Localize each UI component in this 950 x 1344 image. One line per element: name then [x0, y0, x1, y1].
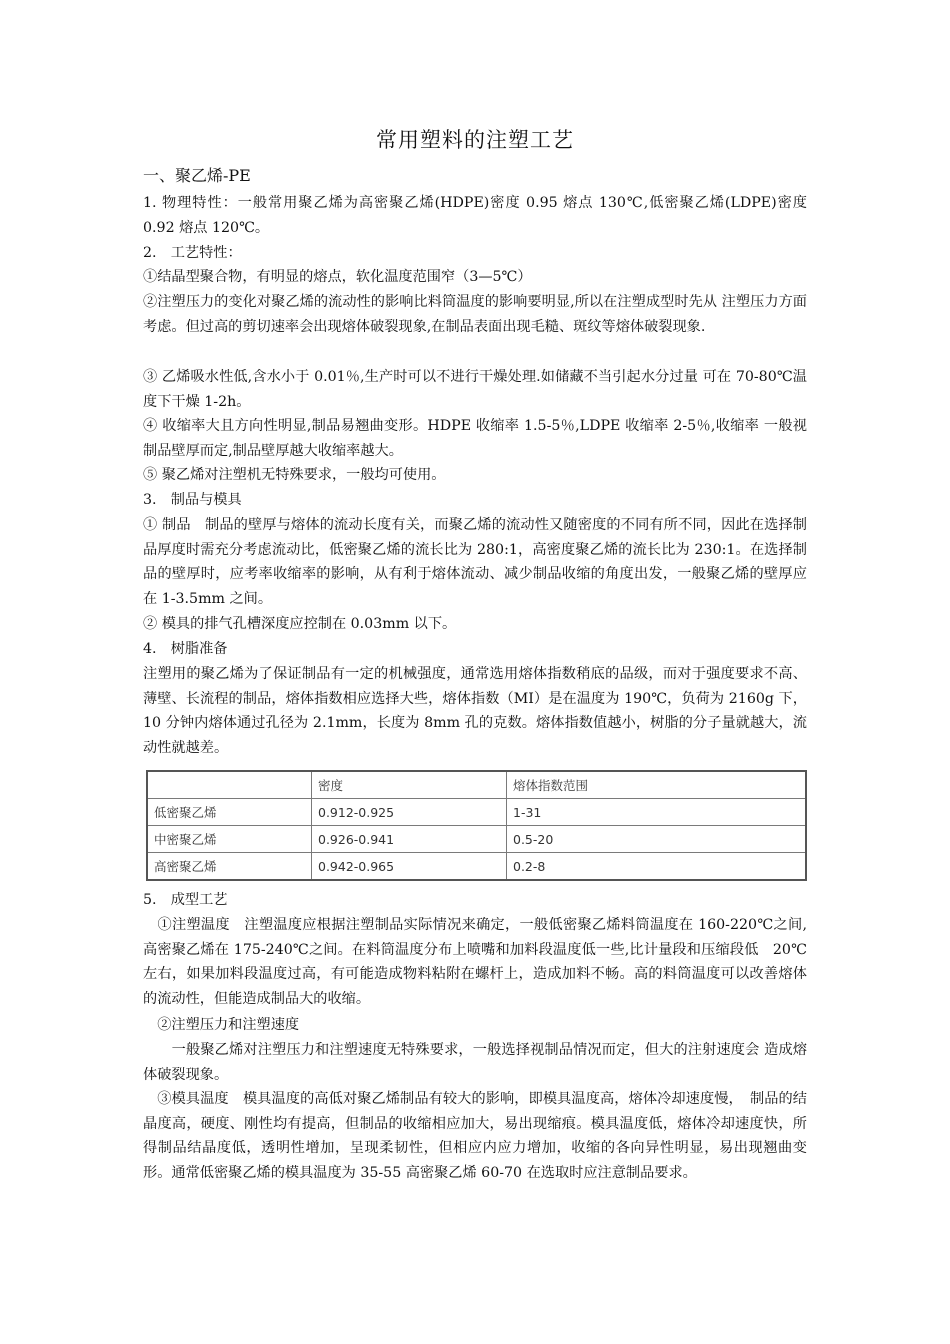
- heading-resin-preparation: 4. 树脂准备: [143, 641, 228, 657]
- paragraph-item-3: ③ 乙烯吸水性低,含水小于 0.01％,生产时可以不进行干燥处理.如储藏不当引起水分过量 可在 70-80℃温度下干燥 1-2h。: [143, 369, 807, 410]
- table-cell: 0.5-20: [507, 826, 807, 853]
- paragraph-item-2: ②注塑压力的变化对聚乙烯的流动性的影响比料筒温度的影响要明显,所以在注塑成型时先从 注塑压力方面考虑。但过高的剪切速率会出现熔体破裂现象,在制品表面出现毛糙、斑纹等熔体破裂现象.: [143, 294, 807, 335]
- paragraph-item-1: ①结晶型聚合物，有明显的熔点，软化温度范围窄（3—5℃）: [143, 269, 532, 285]
- table-cell: 0.942-0.965: [312, 853, 507, 881]
- paragraph-injection-temperature: ①注塑温度 注塑温度应根据注塑制品实际情况来确定，一般低密聚乙烯料筒温度在 160-220℃之间,高密聚乙烯在 175-240℃之间。在料筒温度分布上喷嘴和加料段温度低一些,比计量段和压缩段低 20℃左右，如果加料段温度过高，有可能造成物料粘附在螺杆上，造成加料不畅。高的料筒温度可以改善熔体的流动性，但能造成制品大的收缩。: [143, 917, 807, 1007]
- document-title: 常用塑料的注塑工艺: [376, 128, 574, 152]
- paragraph-mold-vent: ② 模具的排气孔槽深度应控制在 0.03mm 以下。: [143, 616, 457, 632]
- heading-products-molds: 3. 制品与模具: [143, 492, 242, 508]
- table-cell: 1-31: [507, 799, 807, 826]
- heading-process-properties: 2. 工艺特性：: [143, 245, 242, 261]
- table-row: [147, 799, 806, 826]
- table-header-cell: [147, 771, 312, 799]
- table-cell: 高密聚乙烯: [147, 853, 312, 881]
- table-cell: 0.926-0.941: [312, 826, 507, 853]
- table-row: [147, 853, 806, 881]
- table-header-row: [147, 771, 806, 799]
- paragraph-physical-properties: 1. 物理特性：一般常用聚乙烯为高密聚乙烯(HDPE)密度 0.95 熔点 130℃,低密聚乙烯(LDPE)密度 0.92 熔点 120℃。: [143, 195, 807, 236]
- table-cell: 0.912-0.925: [312, 799, 507, 826]
- table-cell: 0.2-8: [507, 853, 807, 881]
- table-header-cell: 熔体指数范围: [507, 771, 807, 799]
- table-header-cell: 密度: [312, 771, 507, 799]
- paragraph-mold-temperature: ③模具温度 模具温度的高低对聚乙烯制品有较大的影响，即模具温度高，熔体冷却速度慢， 制品的结晶度高，硬度、刚性均有提高，但制品的收缩相应加大，易出现缩痕。模具温度低，熔体冷却速度快，所得制品结晶度低，透明性增加，呈现柔韧性，但相应内应力增加，收缩的各向异性明显，易出现翘曲变形。通常低密聚乙烯的模具温度为 35-55 高密聚乙烯 60-70 在选取时应注意制品要求。: [143, 1091, 807, 1181]
- paragraph-pressure-speed: 一般聚乙烯对注塑压力和注塑速度无特殊要求，一般选择视制品情况而定，但大的注射速度会 造成熔体破裂现象。: [143, 1042, 807, 1083]
- table-row: [147, 826, 806, 853]
- heading-pressure-speed: ②注塑压力和注塑速度: [143, 1017, 300, 1033]
- heading-molding-process: 5. 成型工艺: [143, 892, 228, 908]
- paragraph-resin: 注塑用的聚乙烯为了保证制品有一定的机械强度，通常选用熔体指数稍底的品级，而对于强度要求不高、薄壁、长流程的制品，熔体指数相应选择大些，熔体指数（MI）是在温度为 190℃，负荷为 2160g 下，10 分钟内熔体通过孔径为 2.1mm，长度为 8mm 孔的克数。熔体指数值越小，树脂的分子量就越大，流动性就越差。: [143, 666, 807, 756]
- paragraph-product: ① 制品 制品的壁厚与熔体的流动长度有关，而聚乙烯的流动性又随密度的不同有所不同，因此在选择制品厚度时需充分考虑流动比，低密聚乙烯的流长比为 280:1，高密度聚乙烯的流长比为 230:1。在选择制品的壁厚时，应考率收缩率的影响，从有利于熔体流动、减少制品收缩的角度出发，一般聚乙烯的壁厚应在 1-3.5mm 之间。: [143, 517, 807, 607]
- density-melt-index-table: [146, 770, 807, 881]
- table-cell: 中密聚乙烯: [147, 826, 312, 853]
- paragraph-item-5: ⑤ 聚乙烯对注塑机无特殊要求，一般均可使用。: [143, 467, 446, 483]
- section-heading: 一、聚乙烯-PE: [143, 166, 251, 185]
- paragraph-item-4: ④ 收缩率大且方向性明显,制品易翘曲变形。HDPE 收缩率 1.5-5％,LDPE 收缩率 2-5％,收缩率 一般视制品壁厚而定,制品壁厚越大收缩率越大。: [143, 418, 807, 459]
- table-cell: 低密聚乙烯: [147, 799, 312, 826]
